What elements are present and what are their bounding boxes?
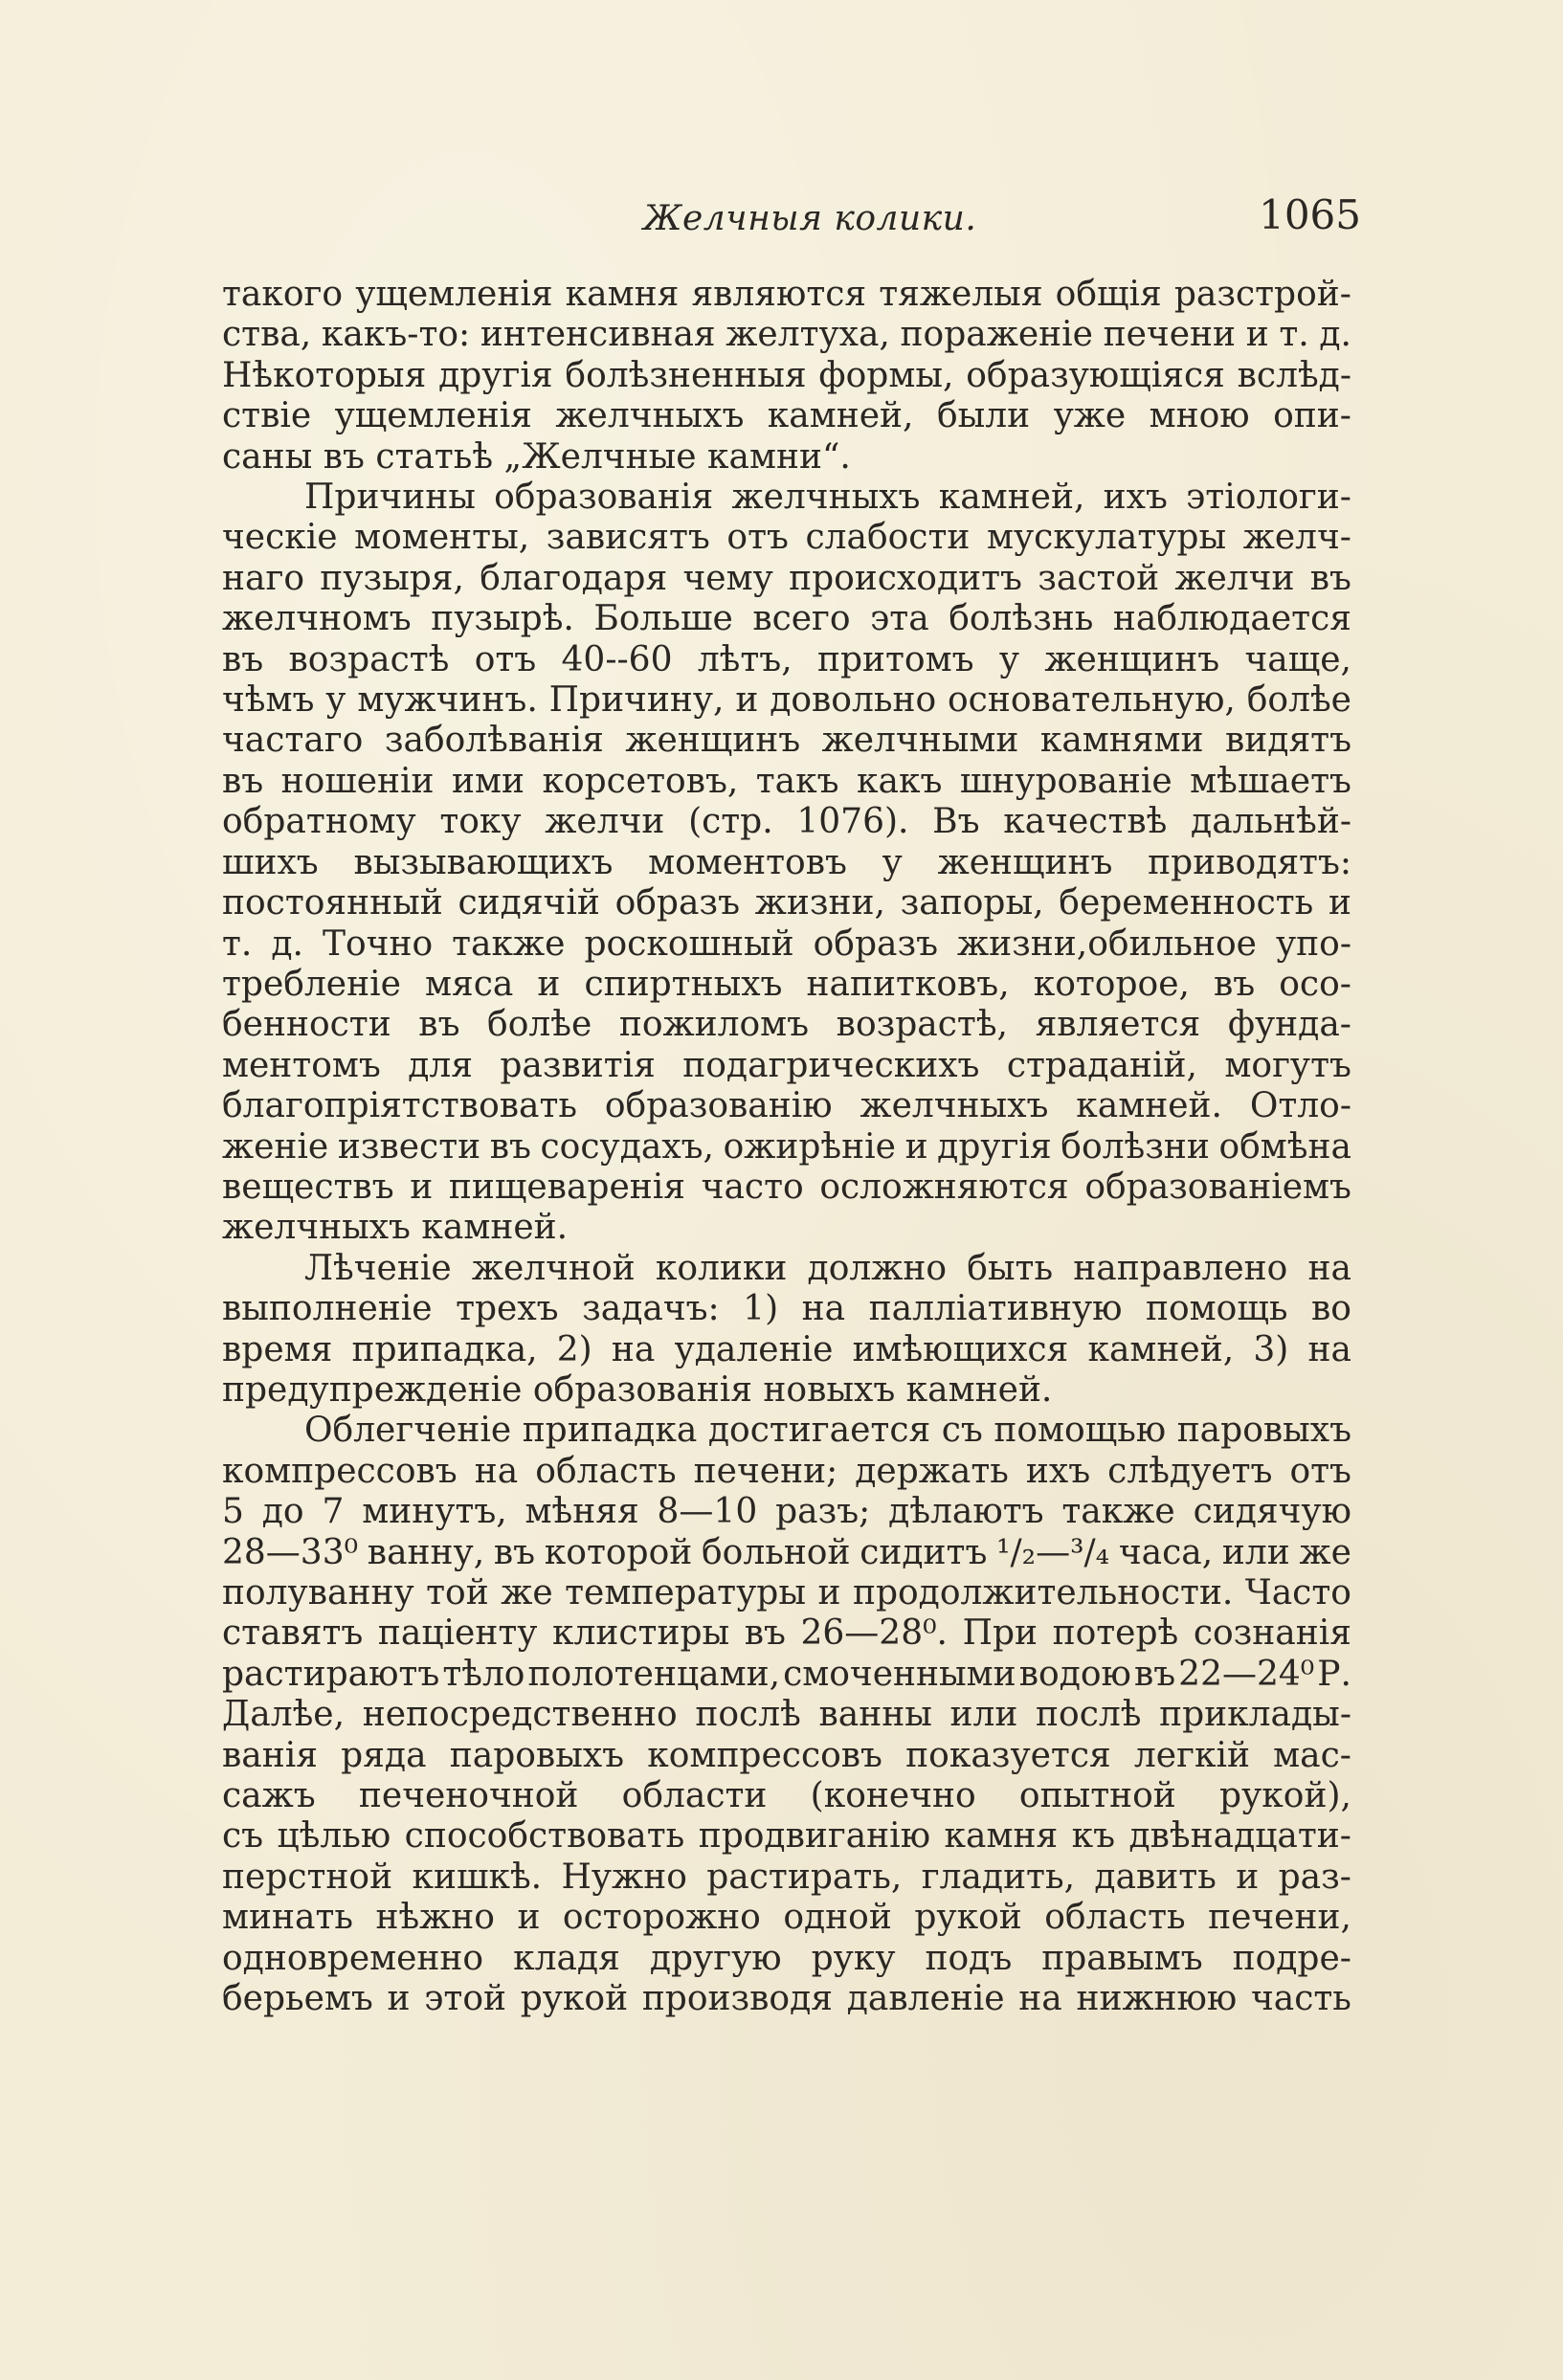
text-line: компрессовъ на область печени; держать ихъ слѣдуетъ отъ [222, 1451, 1351, 1491]
text-line: ствіе ущемленія желчныхъ камней, были уже мною опи- [222, 396, 1351, 436]
text-line: обратному току желчи (стр. 1076). Въ качествѣ дальнѣй- [222, 802, 1351, 842]
text-line: ства, какъ-то: интенсивная желтуха, пораженіе печени и т. д. [222, 315, 1351, 355]
paragraph-2 [222, 478, 1351, 1249]
text-line: сажъ печеночной области (конечно опытной рукой), [222, 1776, 1351, 1816]
text-line: ментомъ для развитія подагрическихъ страданій, могутъ [222, 1045, 1351, 1085]
body-text [222, 275, 1351, 2019]
text-line: женіе извести въ сосудахъ, ожирѣніе и другія болѣзни обмѣна [222, 1126, 1351, 1167]
text-line: 5 до 7 минутъ, мѣняя 8—10 разъ; дѣлаютъ также сидячую [222, 1492, 1351, 1532]
running-title: Желчныя колики. [643, 199, 977, 238]
text-line: Причины образованія желчныхъ камней, ихъ этіологи- [304, 478, 1351, 518]
text-line: выполненіе трехъ задачъ: 1) на палліативную помощь во [222, 1289, 1351, 1329]
paragraph-3 [222, 1249, 1351, 1412]
text-line: частаго заболѣванія женщинъ желчными камнями видятъ [222, 721, 1351, 761]
text-line: желчномъ пузырѣ. Больше всего эта болѣзнь наблюдается [222, 599, 1351, 639]
text-line: саны въ статьѣ „Желчные камни“. [222, 436, 851, 477]
text-line: ческіе моменты, зависятъ отъ слабости мускулатуры желч- [222, 518, 1351, 558]
text-line: т. д. Точно также роскошный образъ жизни,обильное упо- [222, 923, 1351, 964]
text-line: одновременно кладя другую руку подъ правымъ подре- [222, 1938, 1351, 1978]
text-line: минать нѣжно и осторожно одной рукой область печени, [222, 1898, 1351, 1938]
text-line: требленіе мяса и спиртныхъ напитковъ, которое, въ осо- [222, 964, 1351, 1004]
text-line: Лѣченіе желчной колики должно быть направлено на [304, 1248, 1351, 1288]
text-line: въ ношеніи ими корсетовъ, такъ какъ шнурованіе мѣшаетъ [222, 761, 1351, 801]
text-line: предупрежденіе образованія новыхъ камней. [222, 1369, 1053, 1410]
text-line: ванія ряда паровыхъ компрессовъ показуется легкій мас- [222, 1735, 1351, 1775]
text-line: благопріятствовать образованію желчныхъ камней. Отло- [222, 1086, 1351, 1126]
text-line: растираютъ тѣло полотенцами, смоченными водою въ 22—24⁰ Р. [222, 1654, 1351, 1694]
text-line: время припадка, 2) на удаленіе имѣющихся камней, 3) на [222, 1329, 1351, 1369]
text-line: желчныхъ камней. [222, 1208, 569, 1248]
text-line: бенности въ болѣе пожиломъ возрастѣ, является фунда- [222, 1005, 1351, 1045]
text-line: полуванну той же температуры и продолжительности. Часто [222, 1573, 1351, 1613]
text-line: берьемъ и этой рукой производя давленіе на нижнюю часть [222, 1979, 1351, 2019]
text-line: наго пузыря, благодаря чему происходитъ застой желчи въ [222, 558, 1351, 598]
paragraph-4 [222, 1411, 1351, 2019]
text-line: чѣмъ у мужчинъ. Причину, и довольно основательную, болѣе [222, 680, 1351, 721]
text-line: Нѣкоторыя другія болѣзненныя формы, образующіяся вслѣд- [222, 355, 1351, 395]
paragraph-1 [222, 275, 1351, 478]
text-line: съ цѣлью способствовать продвиганію камня къ двѣнадцати- [222, 1816, 1351, 1857]
text-line: такого ущемленія камня являются тяжелыя общія разстрой- [222, 275, 1351, 314]
text-line: перстной кишкѣ. Нужно растирать, гладить, давить и раз- [222, 1857, 1351, 1897]
page-header [203, 191, 1361, 249]
text-line: Далѣе, непосредственно послѣ ванны или послѣ приклады- [222, 1695, 1351, 1735]
page-number: 1065 [1259, 191, 1361, 238]
text-line: постоянный сидячій образъ жизни, запоры, беременность и [222, 883, 1351, 923]
text-line: шихъ вызывающихъ моментовъ у женщинъ приводятъ: [222, 842, 1351, 882]
text-line: веществъ и пищеваренія часто осложняются образованіемъ [222, 1167, 1351, 1207]
text-line: 28—33⁰ ванну, въ которой больной сидитъ ¹/₂—³/₄ часа, или же [222, 1532, 1351, 1572]
text-line: ставятъ паціенту клистиры въ 26—28⁰. При потерѣ сознанія [222, 1613, 1351, 1654]
text-line: Облегченіе припадка достигается съ помощью паровыхъ [304, 1411, 1351, 1451]
text-line: въ возрастѣ отъ 40--60 лѣтъ, притомъ у женщинъ чаще, [222, 639, 1351, 679]
